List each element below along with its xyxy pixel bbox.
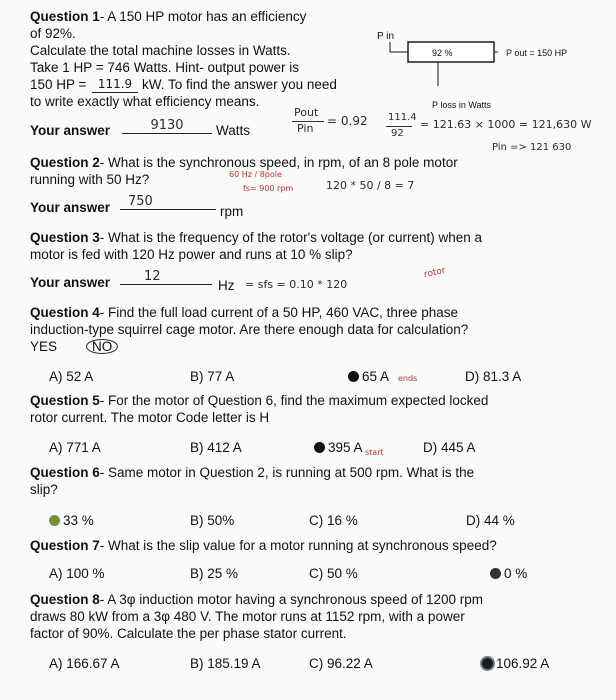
hw-q4-note: ends xyxy=(398,374,418,383)
hw-pin-result: Pin => 121 630 xyxy=(492,142,572,153)
q1-answer-field[interactable]: 9130 xyxy=(122,118,212,134)
q5-option-a[interactable]: A) 771 A xyxy=(49,440,101,455)
q2-text-line1: Question 2- What is the synchronous speed, in rpm, of an 8 pole motor xyxy=(30,155,458,170)
q3-answer-unit: Hz xyxy=(218,278,235,293)
hw-pin: Pin xyxy=(297,122,314,135)
hw-q2-calc: 120 * 50 / 8 = 7 xyxy=(326,179,415,192)
q1-answer-label: Your answer xyxy=(30,123,111,138)
q8-option-b[interactable]: B) 185.19 A xyxy=(190,656,261,671)
q1-blank-kw[interactable]: 111.9 xyxy=(92,76,138,93)
q4-option-d[interactable]: D) 81.3 A xyxy=(465,369,522,384)
selected-radio-icon xyxy=(348,371,359,382)
hw-frac-den: 92 xyxy=(391,128,404,139)
hw-frac-num: 111.4 xyxy=(388,112,417,123)
selected-radio-icon xyxy=(490,568,501,579)
q4-option-b[interactable]: B) 77 A xyxy=(190,369,235,384)
q5-option-d[interactable]: D) 445 A xyxy=(423,440,476,455)
q2-text-line2: running with 50 Hz? xyxy=(30,172,150,187)
q5-option-b[interactable]: B) 412 A xyxy=(190,440,242,455)
hw-calc: = 121.63 × 1000 = 121,630 W xyxy=(420,118,592,131)
q2-answer-field[interactable]: 750 xyxy=(120,194,216,210)
q7-option-c[interactable]: C) 50 % xyxy=(309,566,358,581)
q4-text-line2: induction-type squirrel cage motor. Are there enough data for calculation? xyxy=(30,322,469,337)
q6-text-line2: slip? xyxy=(30,482,58,497)
q3-text-line1: Question 3- What is the frequency of the rotor's voltage (or current) when a xyxy=(30,230,483,245)
q6-text-line1: Question 6- Same motor in Question 2, is running at 500 rpm. What is the xyxy=(30,465,475,480)
q8-text-line3: factor of 90%. Calculate the per phase stator current. xyxy=(30,626,347,641)
q1-text-line3: Calculate the total machine losses in Watts. xyxy=(30,43,291,58)
q1-text-line5a: 150 HP = xyxy=(30,77,87,92)
selected-radio-icon xyxy=(482,658,493,669)
q7-option-d[interactable]: 0 % xyxy=(490,566,527,582)
q1-text-line2: of 92%. xyxy=(30,26,76,41)
hw-q2-note2: fs= 900 rpm xyxy=(243,184,294,193)
hw-q2-note1: 60 Hz / 8pole xyxy=(229,170,282,179)
diagram-efficiency: 92 % xyxy=(432,48,453,58)
selected-radio-icon xyxy=(49,515,60,526)
q4-option-a[interactable]: A) 52 A xyxy=(49,369,94,384)
q3-text-line2: motor is fed with 120 Hz power and runs at 10 % slip? xyxy=(30,247,353,262)
q8-option-a[interactable]: A) 166.67 A xyxy=(49,656,120,671)
q3-answer-field[interactable]: 12 xyxy=(120,269,212,285)
diagram-ploss-label: P loss in Watts xyxy=(432,100,492,110)
hw-q5-note: start xyxy=(365,448,384,457)
q2-answer-unit: rpm xyxy=(220,204,244,219)
q1-text-line4: Take 1 HP = 746 Watts. Hint- output power is xyxy=(30,60,300,75)
q4-option-c[interactable]: 65 A xyxy=(348,369,389,385)
q4-no-circled[interactable]: NO xyxy=(86,339,118,354)
hw-eff-value: = 0.92 xyxy=(327,114,368,128)
hw-q3-calc: = sfs = 0.10 * 120 xyxy=(245,278,348,291)
q5-text-line2: rotor current. The motor Code letter is H xyxy=(30,410,270,425)
selected-radio-icon xyxy=(314,442,325,453)
diagram-pin-label: P in xyxy=(377,31,395,42)
q8-text-line1: Question 8- A 3φ induction motor having a synchronous speed of 1200 rpm xyxy=(30,592,483,607)
q1-text-line1: Question 1- A 150 HP motor has an efficiency xyxy=(30,9,307,24)
q6-option-c[interactable]: C) 16 % xyxy=(309,513,358,528)
q2-answer-label: Your answer xyxy=(30,200,111,215)
diagram-pout-label: P out = 150 HP xyxy=(506,48,568,58)
q8-text-line2: draws 80 kW from a 3φ 480 V. The motor runs at 1152 rpm, with a power xyxy=(30,609,465,624)
q7-text-line1: Question 7- What is the slip value for a motor running at synchronous speed? xyxy=(30,538,497,553)
q6-option-d[interactable]: D) 44 % xyxy=(466,513,515,528)
q5-option-c[interactable]: 395 A xyxy=(314,440,363,456)
hw-q3-rotor: rotor xyxy=(423,265,447,281)
q4-yes[interactable]: YES xyxy=(30,339,58,354)
q8-option-c[interactable]: C) 96.22 A xyxy=(309,656,373,671)
q8-option-d[interactable]: 106.92 A xyxy=(482,656,549,672)
q7-option-a[interactable]: A) 100 % xyxy=(49,566,105,581)
q1-text-line5b: kW. To find the answer you need xyxy=(142,77,337,92)
hw-pout: Pout xyxy=(294,106,319,119)
q6-option-a[interactable]: 33 % xyxy=(49,513,94,529)
q4-text-line1: Question 4- Find the full load current of a 50 HP, 460 VAC, three phase xyxy=(30,305,458,320)
q6-option-b[interactable]: B) 50% xyxy=(190,513,235,528)
q7-option-b[interactable]: B) 25 % xyxy=(190,566,239,581)
q3-answer-label: Your answer xyxy=(30,275,111,290)
q1-text-line6: to write exactly what efficiency means. xyxy=(30,94,260,109)
hw-frac-bar xyxy=(386,126,412,127)
q5-text-line1: Question 5- For the motor of Question 6, find the maximum expected locked xyxy=(30,393,489,408)
q1-answer-unit: Watts xyxy=(216,123,251,138)
